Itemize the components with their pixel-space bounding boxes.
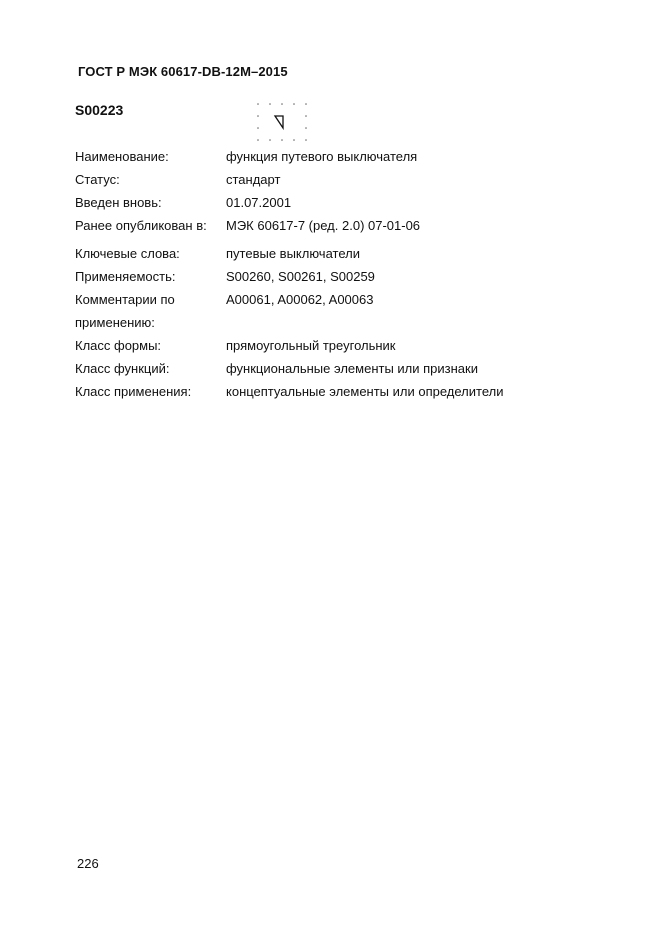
attribute-value: МЭК 60617-7 (ред. 2.0) 07-01-06	[226, 218, 421, 233]
attribute-label: Наименование:	[75, 149, 169, 164]
attribute-label-line: Комментарии по	[75, 292, 175, 307]
right-triangle-symbol-icon	[254, 100, 310, 144]
attribute-value: путевые выключатели	[226, 246, 360, 261]
attribute-label: Класс применения:	[75, 384, 192, 399]
attribute-value: S00260, S00261, S00259	[226, 269, 375, 284]
symbol-grid-dots	[257, 103, 307, 141]
triangle-shape	[275, 116, 283, 128]
attribute-row-application-class	[75, 383, 504, 406]
attribute-row-introduced	[75, 194, 504, 217]
attribute-label: Применяемость:	[75, 269, 176, 284]
attribute-value: функция путевого выключателя	[226, 149, 418, 164]
document-header: ГОСТ Р МЭК 60617-DB-12M–2015	[78, 64, 288, 79]
attribute-row-status	[75, 171, 504, 194]
attribute-label: Статус:	[75, 172, 120, 187]
attribute-label: Введен вновь:	[75, 195, 162, 210]
symbol-code: S00223	[75, 102, 124, 118]
attribute-label: Ключевые слова:	[75, 246, 180, 261]
attribute-row-keywords	[75, 245, 504, 268]
attribute-value: функциональные элементы или признаки	[226, 361, 478, 376]
attribute-row-function-class	[75, 360, 504, 383]
attribute-label: Класс формы:	[75, 338, 162, 353]
attribute-row-application-notes	[75, 291, 504, 337]
attribute-label-line: применению:	[75, 315, 155, 330]
attribute-value: 01.07.2001	[226, 195, 292, 210]
attribute-value: прямоугольный треугольник	[226, 338, 396, 353]
attribute-row-previously-published	[75, 217, 504, 240]
attribute-row-name	[75, 148, 504, 171]
attributes-table	[75, 148, 504, 406]
attribute-value: стандарт	[226, 172, 281, 187]
attribute-label	[75, 291, 226, 337]
attribute-label: Класс функций:	[75, 361, 170, 376]
attribute-label: Ранее опубликован в:	[75, 218, 207, 233]
page-number: 226	[77, 856, 99, 871]
attribute-row-shape-class	[75, 337, 504, 360]
attribute-row-applicability	[75, 268, 504, 291]
attribute-value: концептуальные элементы или определители	[226, 384, 504, 399]
attribute-value: A00061, A00062, A00063	[226, 292, 374, 307]
